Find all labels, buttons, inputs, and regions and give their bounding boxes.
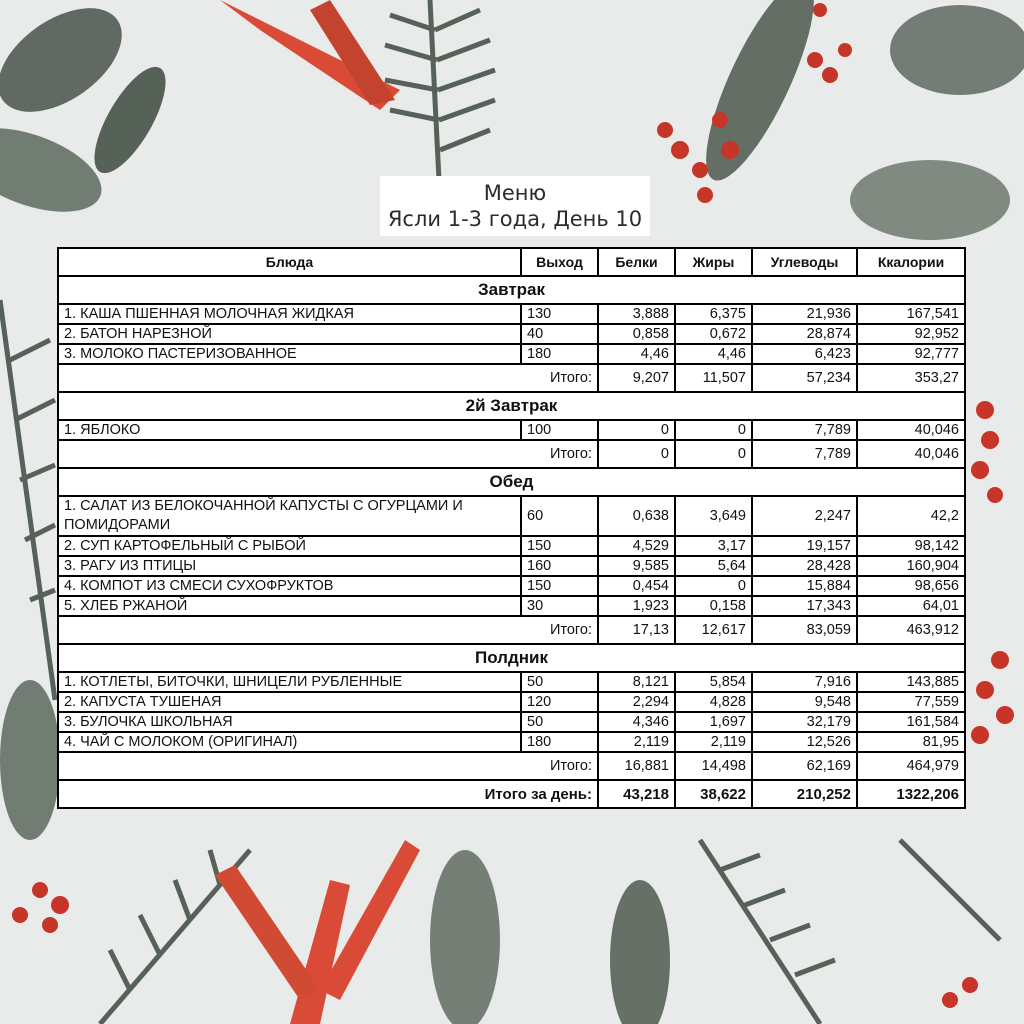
section-name: 2й Завтрак bbox=[58, 392, 965, 420]
dish-name: 1. КОТЛЕТЫ, БИТОЧКИ, ШНИЦЕЛИ РУБЛЕННЫЕ bbox=[58, 672, 521, 692]
dish-fat: 4,828 bbox=[675, 692, 752, 712]
table-row bbox=[58, 712, 965, 732]
subtotal-row bbox=[58, 440, 965, 468]
subtotal-kcal: 463,912 bbox=[857, 616, 965, 644]
dish-fat: 0,672 bbox=[675, 324, 752, 344]
dish-fat: 0 bbox=[675, 576, 752, 596]
dish-fat: 3,649 bbox=[675, 496, 752, 536]
dish-name: 1. САЛАТ ИЗ БЕЛОКОЧАННОЙ КАПУСТЫ С ОГУРЦАМИ И ПОМИДОРАМИ bbox=[58, 496, 521, 536]
subtotal-label: Итого: bbox=[58, 440, 598, 468]
dish-output: 180 bbox=[521, 344, 598, 364]
subtotal-carbs: 7,789 bbox=[752, 440, 857, 468]
section-name: Полдник bbox=[58, 644, 965, 672]
dish-name: 1. КАША ПШЕННАЯ МОЛОЧНАЯ ЖИДКАЯ bbox=[58, 304, 521, 324]
dish-output: 130 bbox=[521, 304, 598, 324]
dish-protein: 4,346 bbox=[598, 712, 675, 732]
grand-total-kcal: 1322,206 bbox=[857, 780, 965, 808]
dish-protein: 9,585 bbox=[598, 556, 675, 576]
subtotal-fat: 12,617 bbox=[675, 616, 752, 644]
subtotal-carbs: 62,169 bbox=[752, 752, 857, 780]
dish-output: 50 bbox=[521, 712, 598, 732]
dish-protein: 0,454 bbox=[598, 576, 675, 596]
subtotal-fat: 0 bbox=[675, 440, 752, 468]
dish-output: 120 bbox=[521, 692, 598, 712]
subtotal-row bbox=[58, 616, 965, 644]
dish-fat: 3,17 bbox=[675, 536, 752, 556]
subtotal-kcal: 353,27 bbox=[857, 364, 965, 392]
table-row bbox=[58, 344, 965, 364]
table-row bbox=[58, 536, 965, 556]
dish-fat: 4,46 bbox=[675, 344, 752, 364]
section-name: Обед bbox=[58, 468, 965, 496]
dish-name: 1. ЯБЛОКО bbox=[58, 420, 521, 440]
dish-carbs: 32,179 bbox=[752, 712, 857, 732]
subtotal-fat: 14,498 bbox=[675, 752, 752, 780]
dish-name: 4. ЧАЙ С МОЛОКОМ (ОРИГИНАЛ) bbox=[58, 732, 521, 752]
dish-carbs: 7,789 bbox=[752, 420, 857, 440]
table-row bbox=[58, 596, 965, 616]
dish-name: 2. СУП КАРТОФЕЛЬНЫЙ С РЫБОЙ bbox=[58, 536, 521, 556]
table-row bbox=[58, 304, 965, 324]
col-header-fat: Жиры bbox=[675, 248, 752, 276]
dish-kcal: 143,885 bbox=[857, 672, 965, 692]
dish-fat: 0 bbox=[675, 420, 752, 440]
dish-kcal: 98,656 bbox=[857, 576, 965, 596]
title-block bbox=[380, 176, 650, 236]
dish-carbs: 15,884 bbox=[752, 576, 857, 596]
dish-carbs: 2,247 bbox=[752, 496, 857, 536]
dish-output: 40 bbox=[521, 324, 598, 344]
dish-output: 30 bbox=[521, 596, 598, 616]
table-row bbox=[58, 576, 965, 596]
dish-protein: 8,121 bbox=[598, 672, 675, 692]
subtotal-label: Итого: bbox=[58, 752, 598, 780]
dish-kcal: 77,559 bbox=[857, 692, 965, 712]
dish-fat: 5,64 bbox=[675, 556, 752, 576]
dish-carbs: 7,916 bbox=[752, 672, 857, 692]
dish-carbs: 12,526 bbox=[752, 732, 857, 752]
dish-output: 180 bbox=[521, 732, 598, 752]
subtotal-label: Итого: bbox=[58, 616, 598, 644]
subtotal-row bbox=[58, 364, 965, 392]
dish-protein: 1,923 bbox=[598, 596, 675, 616]
dish-output: 160 bbox=[521, 556, 598, 576]
col-header-dish: Блюда bbox=[58, 248, 521, 276]
dish-name: 2. КАПУСТА ТУШЕНАЯ bbox=[58, 692, 521, 712]
table-row bbox=[58, 496, 965, 536]
col-header-protein: Белки bbox=[598, 248, 675, 276]
subtotal-protein: 17,13 bbox=[598, 616, 675, 644]
grand-total-row bbox=[58, 780, 965, 808]
dish-name: 5. ХЛЕБ РЖАНОЙ bbox=[58, 596, 521, 616]
dish-kcal: 167,541 bbox=[857, 304, 965, 324]
section-row bbox=[58, 468, 965, 496]
subtotal-fat: 11,507 bbox=[675, 364, 752, 392]
menu-table bbox=[57, 247, 966, 809]
col-header-carbs: Углеводы bbox=[752, 248, 857, 276]
subtotal-label: Итого: bbox=[58, 364, 598, 392]
dish-carbs: 17,343 bbox=[752, 596, 857, 616]
dish-protein: 3,888 bbox=[598, 304, 675, 324]
menu-subtitle: Ясли 1-3 года, День 10 bbox=[387, 207, 643, 231]
dish-protein: 2,119 bbox=[598, 732, 675, 752]
section-name: Завтрак bbox=[58, 276, 965, 304]
grand-total-carbs: 210,252 bbox=[752, 780, 857, 808]
dish-kcal: 40,046 bbox=[857, 420, 965, 440]
subtotal-carbs: 83,059 bbox=[752, 616, 857, 644]
dish-protein: 4,46 bbox=[598, 344, 675, 364]
dish-kcal: 160,904 bbox=[857, 556, 965, 576]
dish-fat: 1,697 bbox=[675, 712, 752, 732]
table-row bbox=[58, 420, 965, 440]
dish-output: 50 bbox=[521, 672, 598, 692]
dish-output: 150 bbox=[521, 536, 598, 556]
table-row bbox=[58, 324, 965, 344]
table-row bbox=[58, 556, 965, 576]
dish-output: 60 bbox=[521, 496, 598, 536]
table-row bbox=[58, 672, 965, 692]
subtotal-protein: 0 bbox=[598, 440, 675, 468]
dish-fat: 6,375 bbox=[675, 304, 752, 324]
dish-kcal: 42,2 bbox=[857, 496, 965, 536]
dish-protein: 2,294 bbox=[598, 692, 675, 712]
section-row bbox=[58, 276, 965, 304]
dish-output: 150 bbox=[521, 576, 598, 596]
subtotal-kcal: 40,046 bbox=[857, 440, 965, 468]
grand-total-fat: 38,622 bbox=[675, 780, 752, 808]
dish-carbs: 28,428 bbox=[752, 556, 857, 576]
dish-kcal: 64,01 bbox=[857, 596, 965, 616]
subtotal-row bbox=[58, 752, 965, 780]
dish-kcal: 98,142 bbox=[857, 536, 965, 556]
header-row bbox=[58, 248, 965, 276]
dish-name: 4. КОМПОТ ИЗ СМЕСИ СУХОФРУКТОВ bbox=[58, 576, 521, 596]
dish-kcal: 161,584 bbox=[857, 712, 965, 732]
section-row bbox=[58, 392, 965, 420]
dish-protein: 0 bbox=[598, 420, 675, 440]
menu-title: Меню bbox=[483, 181, 547, 205]
dish-fat: 5,854 bbox=[675, 672, 752, 692]
table-row bbox=[58, 692, 965, 712]
dish-carbs: 21,936 bbox=[752, 304, 857, 324]
table-row bbox=[58, 732, 965, 752]
dish-carbs: 28,874 bbox=[752, 324, 857, 344]
dish-name: 3. РАГУ ИЗ ПТИЦЫ bbox=[58, 556, 521, 576]
dish-carbs: 6,423 bbox=[752, 344, 857, 364]
dish-name: 3. БУЛОЧКА ШКОЛЬНАЯ bbox=[58, 712, 521, 732]
dish-output: 100 bbox=[521, 420, 598, 440]
dish-fat: 0,158 bbox=[675, 596, 752, 616]
dish-fat: 2,119 bbox=[675, 732, 752, 752]
dish-kcal: 92,952 bbox=[857, 324, 965, 344]
section-row bbox=[58, 644, 965, 672]
col-header-output: Выход bbox=[521, 248, 598, 276]
dish-kcal: 81,95 bbox=[857, 732, 965, 752]
dish-name: 2. БАТОН НАРЕЗНОЙ bbox=[58, 324, 521, 344]
dish-carbs: 19,157 bbox=[752, 536, 857, 556]
subtotal-protein: 9,207 bbox=[598, 364, 675, 392]
subtotal-carbs: 57,234 bbox=[752, 364, 857, 392]
dish-carbs: 9,548 bbox=[752, 692, 857, 712]
grand-total-label: Итого за день: bbox=[58, 780, 598, 808]
subtotal-protein: 16,881 bbox=[598, 752, 675, 780]
dish-protein: 0,858 bbox=[598, 324, 675, 344]
subtotal-kcal: 464,979 bbox=[857, 752, 965, 780]
dish-name: 3. МОЛОКО ПАСТЕРИЗОВАННОЕ bbox=[58, 344, 521, 364]
dish-kcal: 92,777 bbox=[857, 344, 965, 364]
grand-total-protein: 43,218 bbox=[598, 780, 675, 808]
col-header-kcal: Ккалории bbox=[857, 248, 965, 276]
dish-protein: 4,529 bbox=[598, 536, 675, 556]
dish-protein: 0,638 bbox=[598, 496, 675, 536]
